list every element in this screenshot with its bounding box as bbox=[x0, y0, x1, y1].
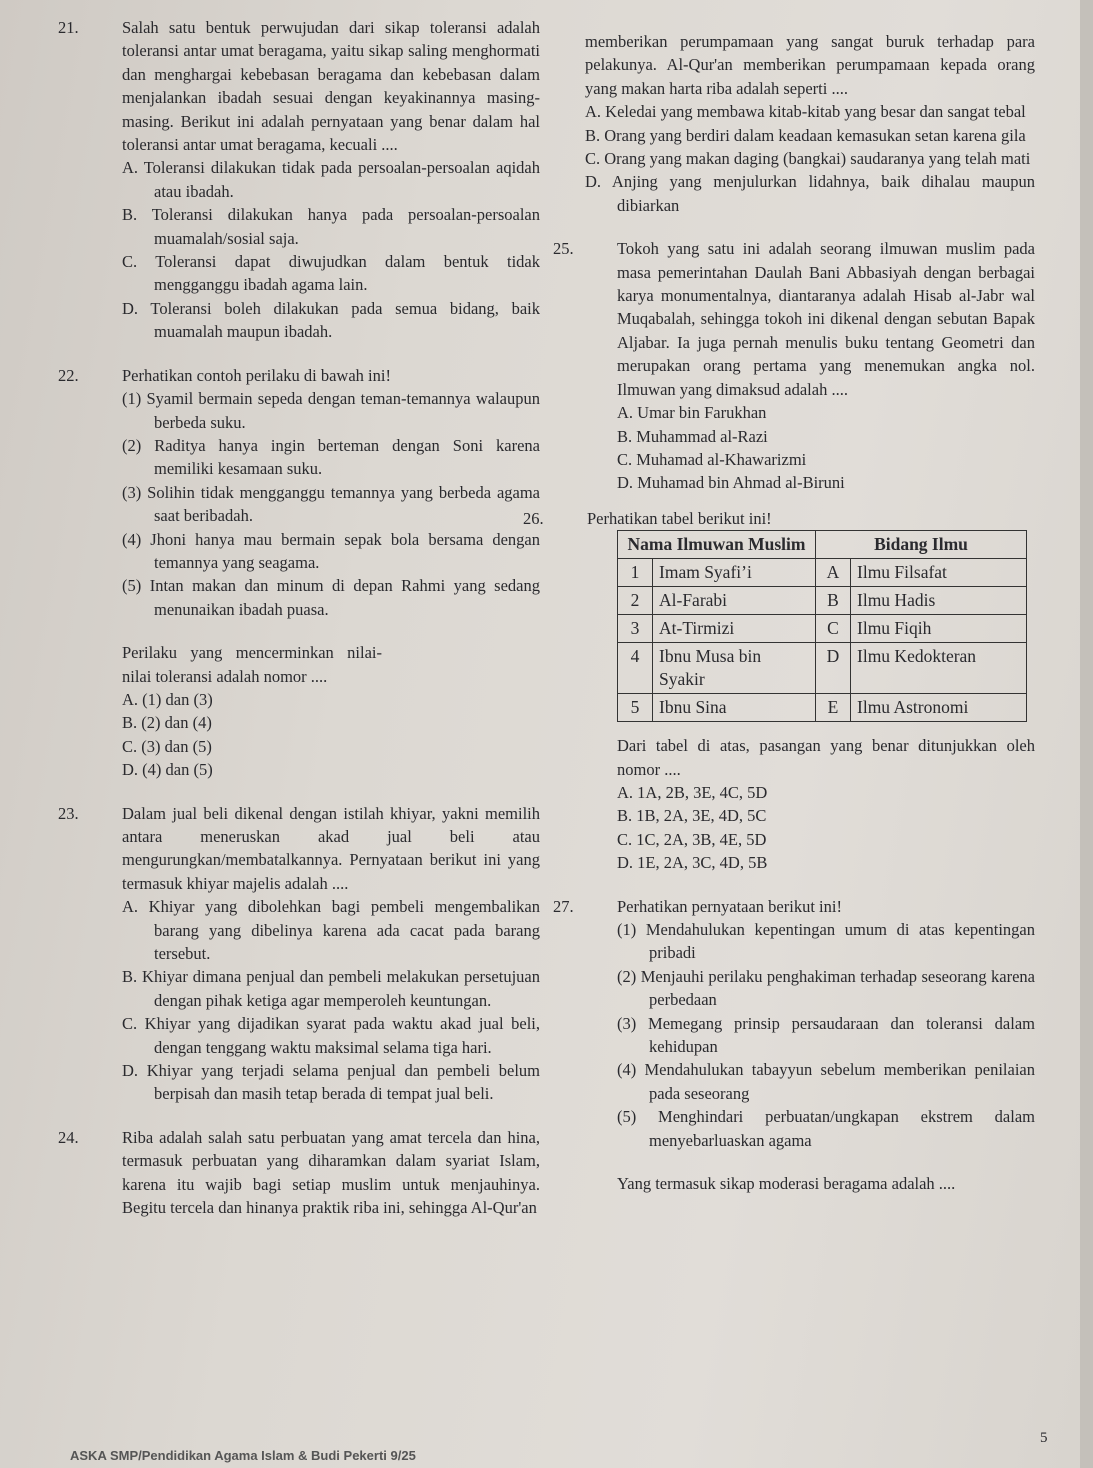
q23-option-a[interactable]: A. Khiyar yang dibolehkan bagi pembeli mengembalikan barang yang dibelinya karena ada cacat pada barang tersebut. bbox=[122, 897, 540, 964]
table-cell-letter: C bbox=[816, 615, 851, 643]
scientist-table bbox=[617, 530, 1027, 722]
q24-stem-continued: memberikan perumpamaan yang sangat buruk terhadap para pelakunya. Al-Qur'an memberikan perumpamaan kepada orang yang makan harta riba adalah seperti .... bbox=[585, 32, 1035, 98]
q21-option-a[interactable]: A. Toleransi dilakukan tidak pada persoalan-persoalan aqidah atau ibadah. bbox=[122, 158, 540, 201]
q26-stem: 26. Perhatikan tabel berikut ini! bbox=[523, 508, 772, 528]
q26-option-b[interactable]: B. 1B, 2A, 3E, 4D, 5C bbox=[617, 806, 767, 826]
table-row bbox=[618, 643, 1027, 694]
table-cell-field: Ilmu Astronomi bbox=[851, 694, 1027, 722]
q27-item-1: (1) Mendahulukan kepentingan umum di atas kepentingan pribadi bbox=[617, 919, 1035, 963]
q26-option-c[interactable]: C. 1C, 2A, 3B, 4E, 5D bbox=[617, 829, 767, 849]
table-header-scientist: Nama Ilmuwan Muslim bbox=[618, 531, 816, 559]
q24-option-c[interactable]: C. Orang yang makan daging (bangkai) saudaranya yang telah mati bbox=[585, 149, 1031, 169]
q25-option-d[interactable]: D. Muhamad bin Ahmad al-Biruni bbox=[617, 473, 845, 493]
table-cell-field: Ilmu Fiqih bbox=[851, 615, 1027, 643]
q21-option-d[interactable]: D. Toleransi boleh dilakukan pada semua bidang, baik muamalah maupun ibadah. bbox=[122, 298, 540, 342]
table-row bbox=[618, 615, 1027, 643]
q22-question: Perilaku yang mencerminkan nilai-nilai toleransi adalah nomor .... bbox=[122, 643, 382, 686]
table-cell-letter: E bbox=[816, 694, 851, 722]
q22-item-4: (4) Jhoni hanya mau bermain sepak bola bersama dengan temannya yang seagama. bbox=[122, 529, 540, 572]
q22-option-c[interactable]: C. (3) dan (5) bbox=[122, 736, 212, 756]
table-row bbox=[618, 559, 1027, 587]
q22-stem: 22. Perhatikan contoh perilaku di bawah ini! bbox=[58, 365, 391, 385]
table-cell-letter: A bbox=[816, 559, 851, 587]
q22-option-d[interactable]: D. (4) dan (5) bbox=[122, 760, 213, 780]
q23-stem: 23. Dalam jual beli dikenal dengan istilah khiyar, yakni memilih antara meneruskan akad jual beli atau mengurungkan/membatalkannya. Pernyataan berikut ini yang termasuk khiyar majelis adalah .... bbox=[58, 803, 540, 893]
table-cell-name: Ibnu Sina bbox=[653, 694, 816, 722]
q26-option-d[interactable]: D. 1E, 2A, 3C, 4D, 5B bbox=[617, 853, 768, 873]
q23-option-c[interactable]: C. Khiyar yang dijadikan syarat pada waktu akad jual beli, dengan tenggang waktu maksimal selama tiga hari. bbox=[122, 1014, 540, 1057]
q24-option-b[interactable]: B. Orang yang berdiri dalam keadaan kemasukan setan karena gila bbox=[585, 125, 1026, 145]
table-cell-letter: D bbox=[816, 643, 851, 694]
q25-stem: 25. Tokoh yang satu ini adalah seorang ilmuwan muslim pada masa pemerintahan Daulah Bani Abbasiyah dengan berbagai karya monumentalnya, diantaranya adalah Hisab al-Jabr wal Muqabalah, sehingga tokoh ini dikenal dengan sebutan Bapak Aljabar. Ia juga pernah menulis buku tentang Geometri dan merupakan orang pertama yang menemukan angka nol. Ilmuwan yang dimaksud adalah .... bbox=[553, 239, 1035, 399]
table-cell-num: 5 bbox=[618, 694, 653, 722]
table-row bbox=[618, 587, 1027, 615]
table-cell-num: 2 bbox=[618, 587, 653, 615]
table-cell-name: Al-Farabi bbox=[653, 587, 816, 615]
q27-stem: 27. Perhatikan pernyataan berikut ini! bbox=[553, 896, 842, 916]
table-header-row bbox=[618, 531, 1027, 559]
q27-item-4: (4) Mendahulukan tabayyun sebelum memberikan penilaian pada seseorang bbox=[617, 1060, 1035, 1103]
left-column bbox=[58, 16, 540, 1220]
table-cell-field: Ilmu Kedokteran bbox=[851, 643, 1027, 694]
table-header-field: Bidang Ilmu bbox=[816, 531, 1027, 559]
q21-option-b[interactable]: B. Toleransi dilakukan hanya pada persoalan-persoalan muamalah/sosial saja. bbox=[122, 205, 540, 248]
q25-option-c[interactable]: C. Muhamad al-Khawarizmi bbox=[617, 449, 807, 469]
table-cell-num: 3 bbox=[618, 615, 653, 643]
page-edge bbox=[1080, 0, 1093, 1468]
q22-item-2: (2) Raditya hanya ingin berteman dengan Soni karena memiliki kesamaan suku. bbox=[122, 435, 540, 479]
q24-stem: 24. Riba adalah salah satu perbuatan yang amat tercela dan hina, termasuk perbuatan yang diharamkan dalam syariat Islam, karena itu wajib bagi setiap muslim untuk menjauhinya. Begitu tercela dan hinanya praktik riba ini, sehingga Al-Qur'an bbox=[58, 1127, 540, 1218]
q25-option-b[interactable]: B. Muhammad al-Razi bbox=[617, 426, 768, 446]
q27-item-3: (3) Memegang prinsip persaudaraan dan toleransi dalam kehidupan bbox=[617, 1013, 1035, 1056]
table-cell-name: Imam Syafi’i bbox=[653, 559, 816, 587]
q21-stem: 21. Salah satu bentuk perwujudan dari sikap toleransi adalah toleransi antar umat beragama, yaitu sikap saling menghormati dan menghargai kebebasan beragama dan kebebasan dalam menjalankan ibadah sesuai dengan keyakinannya masing-masing. Berikut ini adalah pernyataan yang benar dalam hal toleransi antar umat beragama, kecuali .... bbox=[58, 18, 540, 155]
page-number: 5 bbox=[1040, 1430, 1048, 1446]
q27-item-5: (5) Menghindari perbuatan/ungkapan ekstrem dalam menyebarluaskan agama bbox=[617, 1107, 1035, 1150]
q23-option-d[interactable]: D. Khiyar yang terjadi selama penjual dan pembeli belum berpisah dan masih tetap berada di tempat jual beli. bbox=[122, 1061, 540, 1104]
table-cell-letter: B bbox=[816, 587, 851, 615]
table-cell-name: At-Tirmizi bbox=[653, 615, 816, 643]
q22-item-3: (3) Solihin tidak mengganggu temannya yang berbeda agama saat beribadah. bbox=[122, 482, 540, 526]
table-cell-name: Ibnu Musa bin Syakir bbox=[653, 643, 816, 694]
right-column bbox=[523, 30, 1035, 1195]
table-cell-field: Ilmu Hadis bbox=[851, 587, 1027, 615]
table-cell-num: 1 bbox=[618, 559, 653, 587]
q27-item-2: (2) Menjauhi perilaku penghakiman terhadap seseorang karena perbedaan bbox=[617, 966, 1035, 1010]
table-cell-field: Ilmu Filsafat bbox=[851, 559, 1027, 587]
table-row bbox=[618, 694, 1027, 722]
q24-option-d[interactable]: D. Anjing yang menjulurkan lidahnya, baik dihalau maupun dibiarkan bbox=[585, 172, 1035, 215]
table-cell-num: 4 bbox=[618, 643, 653, 694]
q27-question: Yang termasuk sikap moderasi beragama adalah .... bbox=[617, 1174, 956, 1194]
q22-item-1: (1) Syamil bermain sepeda dengan teman-temannya walaupun berbeda suku. bbox=[122, 389, 540, 432]
q23-option-b[interactable]: B. Khiyar dimana penjual dan pembeli melakukan persetujuan dengan pihak ketiga agar memperoleh keuntungan. bbox=[122, 967, 540, 1010]
q26-question: Dari tabel di atas, pasangan yang benar ditunjukkan oleh nomor .... bbox=[617, 736, 1035, 779]
q21-option-c[interactable]: C. Toleransi dapat diwujudkan dalam bentuk tidak mengganggu ibadah agama lain. bbox=[122, 252, 540, 295]
footer-text: ASKA SMP/Pendidikan Agama Islam & Budi Pekerti 9/25 bbox=[70, 1448, 416, 1463]
q24-option-a[interactable]: A. Keledai yang membawa kitab-kitab yang besar dan sangat tebal bbox=[585, 102, 1026, 122]
q26-option-a[interactable]: A. 1A, 2B, 3E, 4C, 5D bbox=[617, 782, 768, 802]
q22-option-a[interactable]: A. (1) dan (3) bbox=[122, 689, 213, 709]
q22-option-b[interactable]: B. (2) dan (4) bbox=[122, 713, 212, 733]
q25-option-a[interactable]: A. Umar bin Farukhan bbox=[617, 403, 767, 423]
q22-item-5: (5) Intan makan dan minum di depan Rahmi yang sedang menunaikan ibadah puasa. bbox=[122, 576, 540, 619]
